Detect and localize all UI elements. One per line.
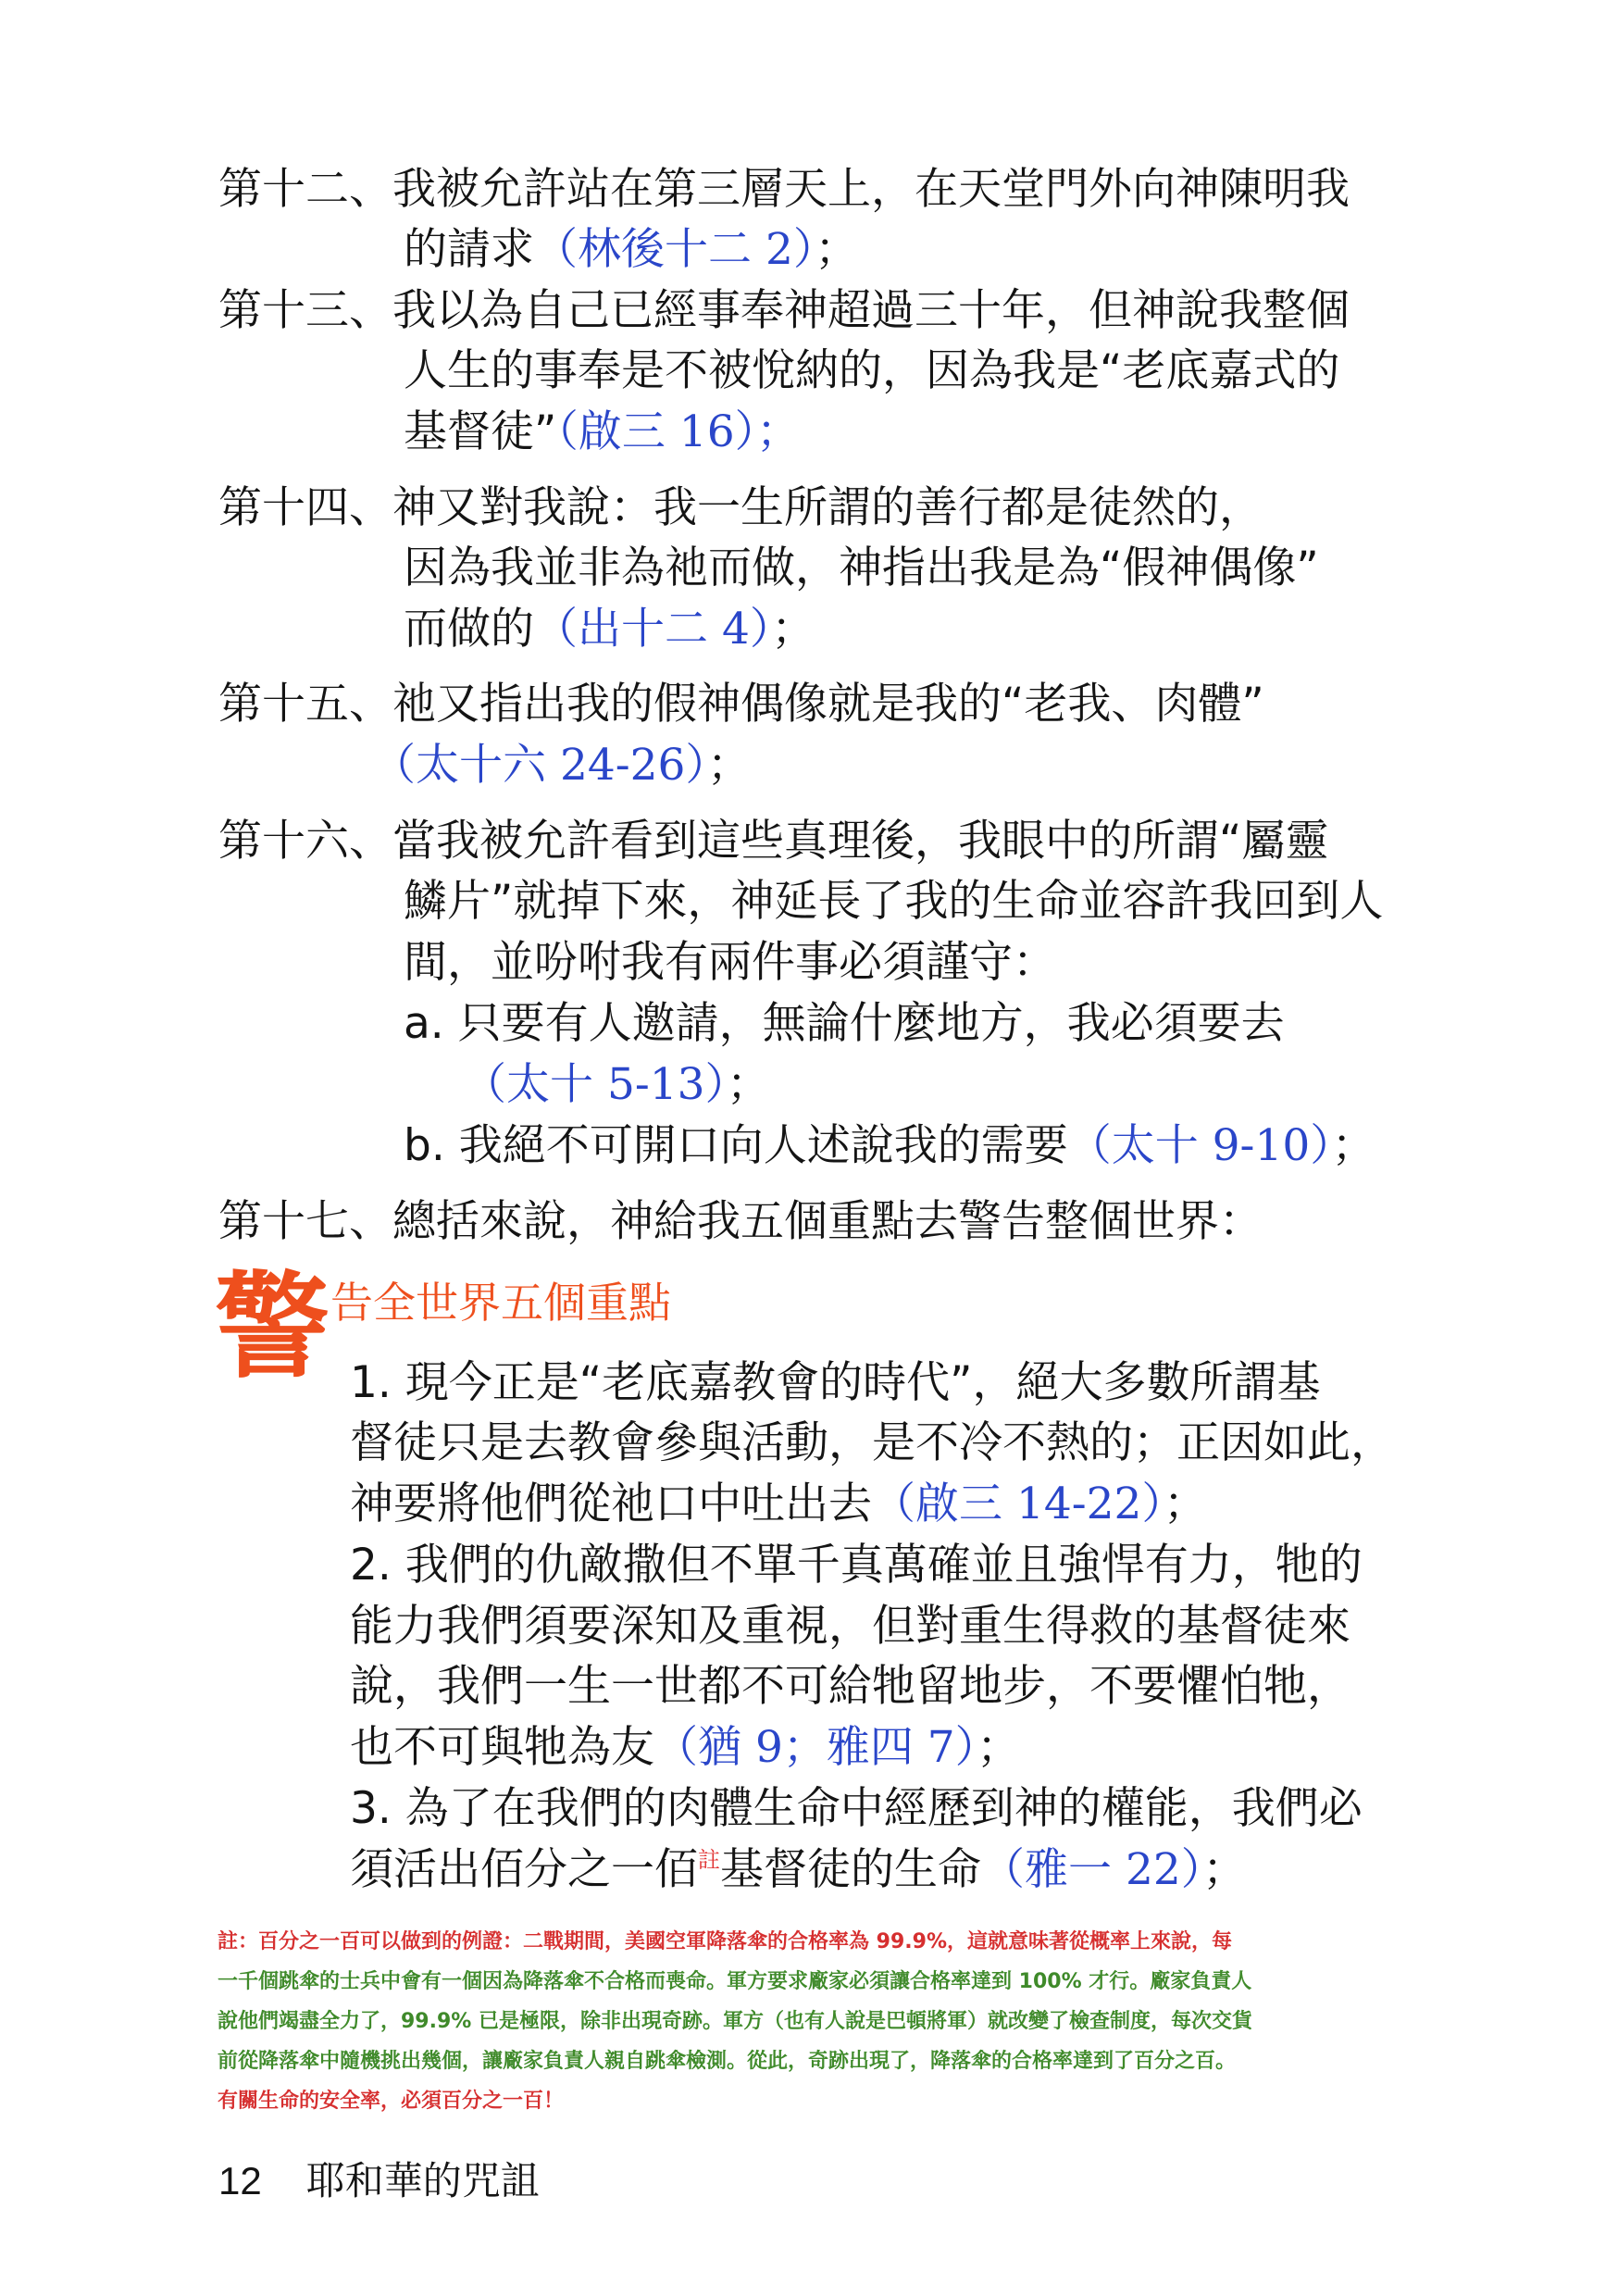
- warning-point-1-line3: [350, 1477, 1207, 1532]
- item-16-sub-a-line1: a. 只要有人邀請，無論什麼地方，我必須要去: [404, 998, 1285, 1049]
- punctuation: ；: [1331, 1120, 1375, 1171]
- punctuation: ；: [977, 1722, 1021, 1773]
- footnote-line1: 註：百分之一百可以做到的例證：二戰期間，美國空軍降落傘的合格率為 99.9%，這就意味著從概率上來說，每: [218, 1930, 1232, 1953]
- warning-point-3-text: 須活出佰分之一佰: [350, 1844, 698, 1895]
- scripture-ref: （太十 5-13）: [463, 1059, 728, 1110]
- book-title: 耶和華的咒詛: [305, 2158, 540, 2203]
- item-13-text: 基督徒”: [404, 406, 557, 457]
- punctuation: ；: [771, 604, 815, 655]
- page-footer: [218, 2155, 540, 2207]
- item-14-line2: 因為我並非為祂而做，神指出我是為“假神偶像”: [404, 543, 1319, 593]
- warning-point-1-line2: 督徒只是去教會參與活動，是不冷不熱的；正因如此，: [350, 1417, 1394, 1468]
- item-16-line1: 第十六、當我被允許看到這些真理後，我眼中的所謂“屬靈: [218, 816, 1329, 867]
- warning-point-1-text: 神要將他們從祂口中吐出去: [350, 1479, 872, 1529]
- item-16-line2: 鱗片”就掉下來，神延長了我的生命並容許我回到人: [404, 876, 1384, 927]
- item-15-line1: 第十五、祂又指出我的假神偶像就是我的“老我、肉體”: [218, 679, 1264, 730]
- footnote-line2: 一千個跳傘的士兵中會有一個因為降落傘不合格而喪命。軍方要求廠家必須讓合格率達到 100% 才行。廠家負責人: [218, 1970, 1252, 1993]
- punctuation: ；: [727, 1059, 771, 1110]
- item-12-line1: 第十二、我被允許站在第三層天上，在天堂門外向神陳明我: [218, 164, 1350, 215]
- scripture-ref: （啟三 14-22）: [872, 1479, 1164, 1529]
- page-number: 12: [218, 2159, 262, 2202]
- warning-point-2-line2: 能力我們須要深知及重視，但對重生得救的基督徒來: [350, 1601, 1350, 1652]
- warning-point-3-line2: [350, 1842, 1246, 1904]
- item-12-text: 的請求: [404, 224, 534, 275]
- item-15-line2: [372, 738, 751, 793]
- punctuation: ；: [706, 740, 751, 791]
- item-13-line1: 第十三、我以為自己已經事奉神超過三十年，但神說我整個: [218, 285, 1350, 336]
- footnote-line3: 說他們竭盡全力了，99.9% 已是極限，除非出現奇跡。軍方（也有人說是巴頓將軍）就改變了檢查制度，每次交貨: [218, 2010, 1252, 2033]
- scripture-ref: （雅一 22）: [981, 1844, 1203, 1895]
- item-14-text: 而做的: [404, 604, 534, 655]
- footnote-line4: 前從降落傘中隨機挑出幾個，讓廠家負責人親自跳傘檢測。從此，奇跡出現了，降落傘的合格率達到了百分之百。: [218, 2050, 1237, 2073]
- scripture-ref: （林後十二 2）: [534, 224, 815, 275]
- item-13-line2: 人生的事奉是不被悅納的，因為我是“老底嘉式的: [404, 345, 1340, 396]
- scripture-ref: （太十 9-10）: [1067, 1120, 1332, 1171]
- warning-point-2-line4: [350, 1720, 1020, 1776]
- scripture-ref: （太十六 24-26）: [372, 740, 707, 791]
- item-17-line1: 第十七、總括來說，神給我五個重點去警告整個世界：: [218, 1196, 1263, 1247]
- footnote-marker: 註: [698, 1847, 720, 1873]
- warning-point-3-line1: 3. 為了在我們的肉體生命中經歷到神的權能，我們必: [350, 1783, 1363, 1834]
- warning-point-3-text-cont: 基督徒的生命: [720, 1844, 981, 1895]
- warning-heading: 告全世界五個重點: [330, 1278, 671, 1328]
- scripture-ref: （出十二 4）: [534, 604, 772, 655]
- footnote-line5: 有關生命的安全率，必須百分之一百！: [218, 2090, 565, 2113]
- item-12-line2: [404, 222, 858, 278]
- punctuation: ；: [815, 224, 859, 275]
- item-16-sub-b: [404, 1118, 1375, 1174]
- item-16-sub-b-text: b. 我絕不可開口向人述說我的需要: [404, 1120, 1068, 1171]
- warning-point-2-line1: 2. 我們的仇敵撒但不單千真萬確並且強悍有力，牠的: [350, 1540, 1363, 1591]
- item-14-line1: 第十四、神又對我說：我一生所謂的善行都是徒然的，: [218, 482, 1263, 533]
- item-14-line3: [404, 602, 815, 657]
- punctuation: ；: [1202, 1844, 1247, 1895]
- punctuation: ；: [1163, 1479, 1207, 1529]
- warning-point-2-text: 也不可與牠為友: [350, 1722, 654, 1773]
- scripture-ref: （啟三 16）；: [556, 406, 801, 457]
- warning-large-char: 警: [215, 1260, 330, 1394]
- item-13-line3: [404, 405, 800, 460]
- warning-point-1-line1: 1. 現今正是“老底嘉教會的時代”，絕大多數所謂基: [350, 1357, 1321, 1408]
- scripture-ref: （猶 9；雅四 7）: [654, 1722, 977, 1773]
- warning-point-2-line3: 說，我們一生一世都不可給牠留地步，不要懼怕牠，: [350, 1661, 1350, 1712]
- item-16-line3: 間，並吩咐我有兩件事必須謹守：: [404, 937, 1056, 988]
- item-16-sub-a-line2: [463, 1057, 770, 1113]
